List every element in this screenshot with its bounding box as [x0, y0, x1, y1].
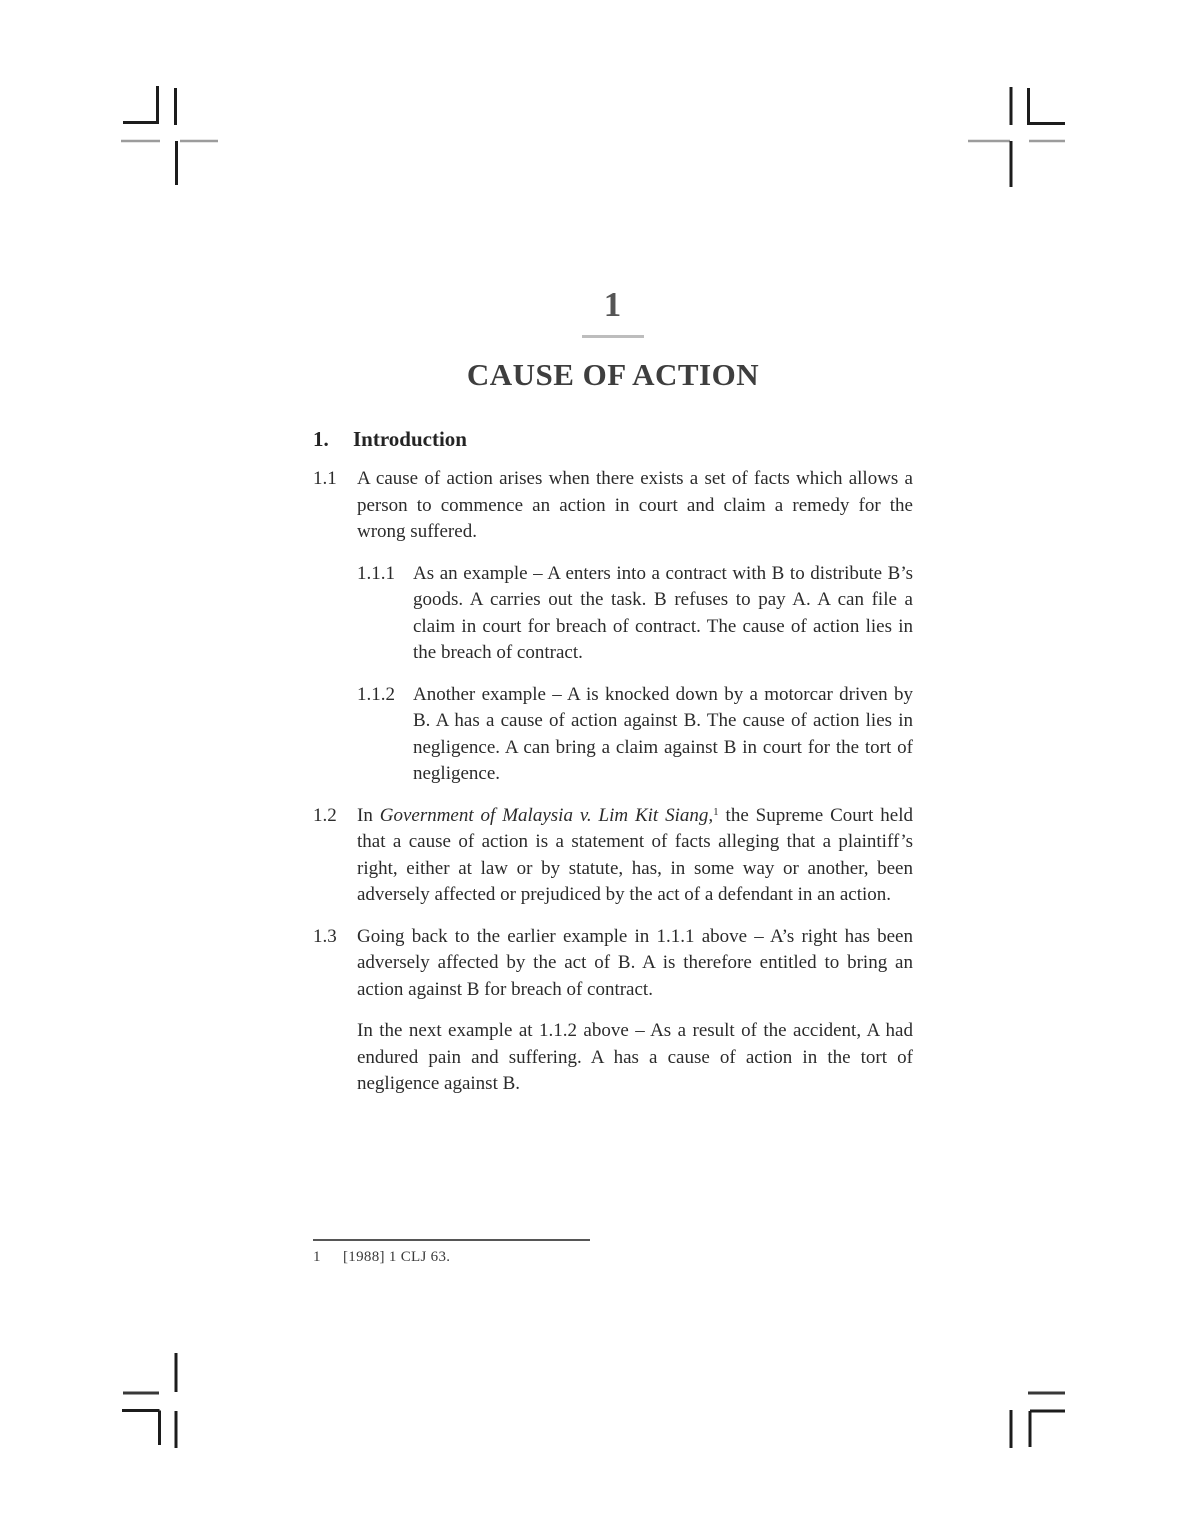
paragraph-label: 1.1.1: [357, 562, 395, 584]
paragraph-text: [357, 803, 913, 909]
page-body: [313, 287, 913, 1098]
paragraph-1-3: [313, 924, 913, 1004]
paragraph-text: Going back to the earlier example in 1.1.1 above – A’s right has been adversely affected by the act of B. A is therefore entitled to bring an action against B for breach of contract.: [357, 925, 913, 1000]
paragraph-1-3-continuation: [313, 1018, 913, 1098]
paragraph-1-1-2: [357, 682, 913, 788]
paragraph-1-1-1: [357, 561, 913, 667]
footnote-number: 1: [313, 1249, 321, 1265]
footnote-rule: [313, 1239, 590, 1241]
section-number: 1.: [313, 427, 329, 451]
crop-mark-bottom-left: [115, 1340, 225, 1455]
paragraph-text: A cause of action arises when there exists a set of facts which allows a person to commence an action in court and claim a remedy for the wrong suffered.: [357, 468, 913, 543]
paragraph-label: 1.2: [313, 804, 337, 826]
paragraph-label: 1.3: [313, 925, 337, 947]
paragraph-1-1: [313, 466, 913, 546]
crop-mark-bottom-right: [960, 1340, 1070, 1455]
paragraph-label: 1.1: [313, 468, 337, 490]
crop-mark-top-right: [960, 80, 1070, 190]
paragraph-1-2: [313, 803, 913, 909]
section-heading-introduction: [313, 427, 913, 451]
paragraph-text-suffix: the Supreme Court held that a cause of action is a statement of facts alleging that a plaintiff’s right, either at law or by statute, has, in some way or another, been adversely affected or prejudiced by the act of a defendant in an action.: [357, 804, 914, 906]
paragraph-label: 1.1.2: [357, 683, 395, 705]
footnote-reference: 1: [713, 805, 719, 818]
paragraph-text: Another example – A is knocked down by a motorcar driven by B. A has a cause of action against B. The cause of action lies in negligence. A can bring a claim against B in court for the tort of negligence.: [413, 683, 913, 785]
section-heading-text: Introduction: [353, 427, 467, 451]
crop-mark-top-left: [115, 80, 225, 190]
paragraph-text-prefix: In: [357, 804, 380, 826]
chapter-number: 1: [603, 285, 623, 324]
footnote-text: [1988] 1 CLJ 63.: [343, 1249, 451, 1265]
paragraph-text: In the next example at 1.1.2 above – As a result of the accident, A had endured pain and suffering. A has a cause of action in the tort of negligence against B.: [357, 1020, 913, 1095]
chapter-number-rule: [582, 335, 644, 338]
footnote-area: [313, 1239, 913, 1266]
chapter-title: CAUSE OF ACTION: [466, 357, 760, 392]
paragraph-text: As an example – A enters into a contract with B to distribute B’s goods. A carries out the task. B refuses to pay A. A can file a claim in court for breach of contract. The cause of action lies in the breach of contract.: [413, 562, 913, 664]
paragraph-label: [313, 1018, 357, 1098]
footnote-entry: [313, 1249, 913, 1266]
case-citation: Government of Malaysia v. Lim Kit Siang,: [379, 804, 714, 826]
